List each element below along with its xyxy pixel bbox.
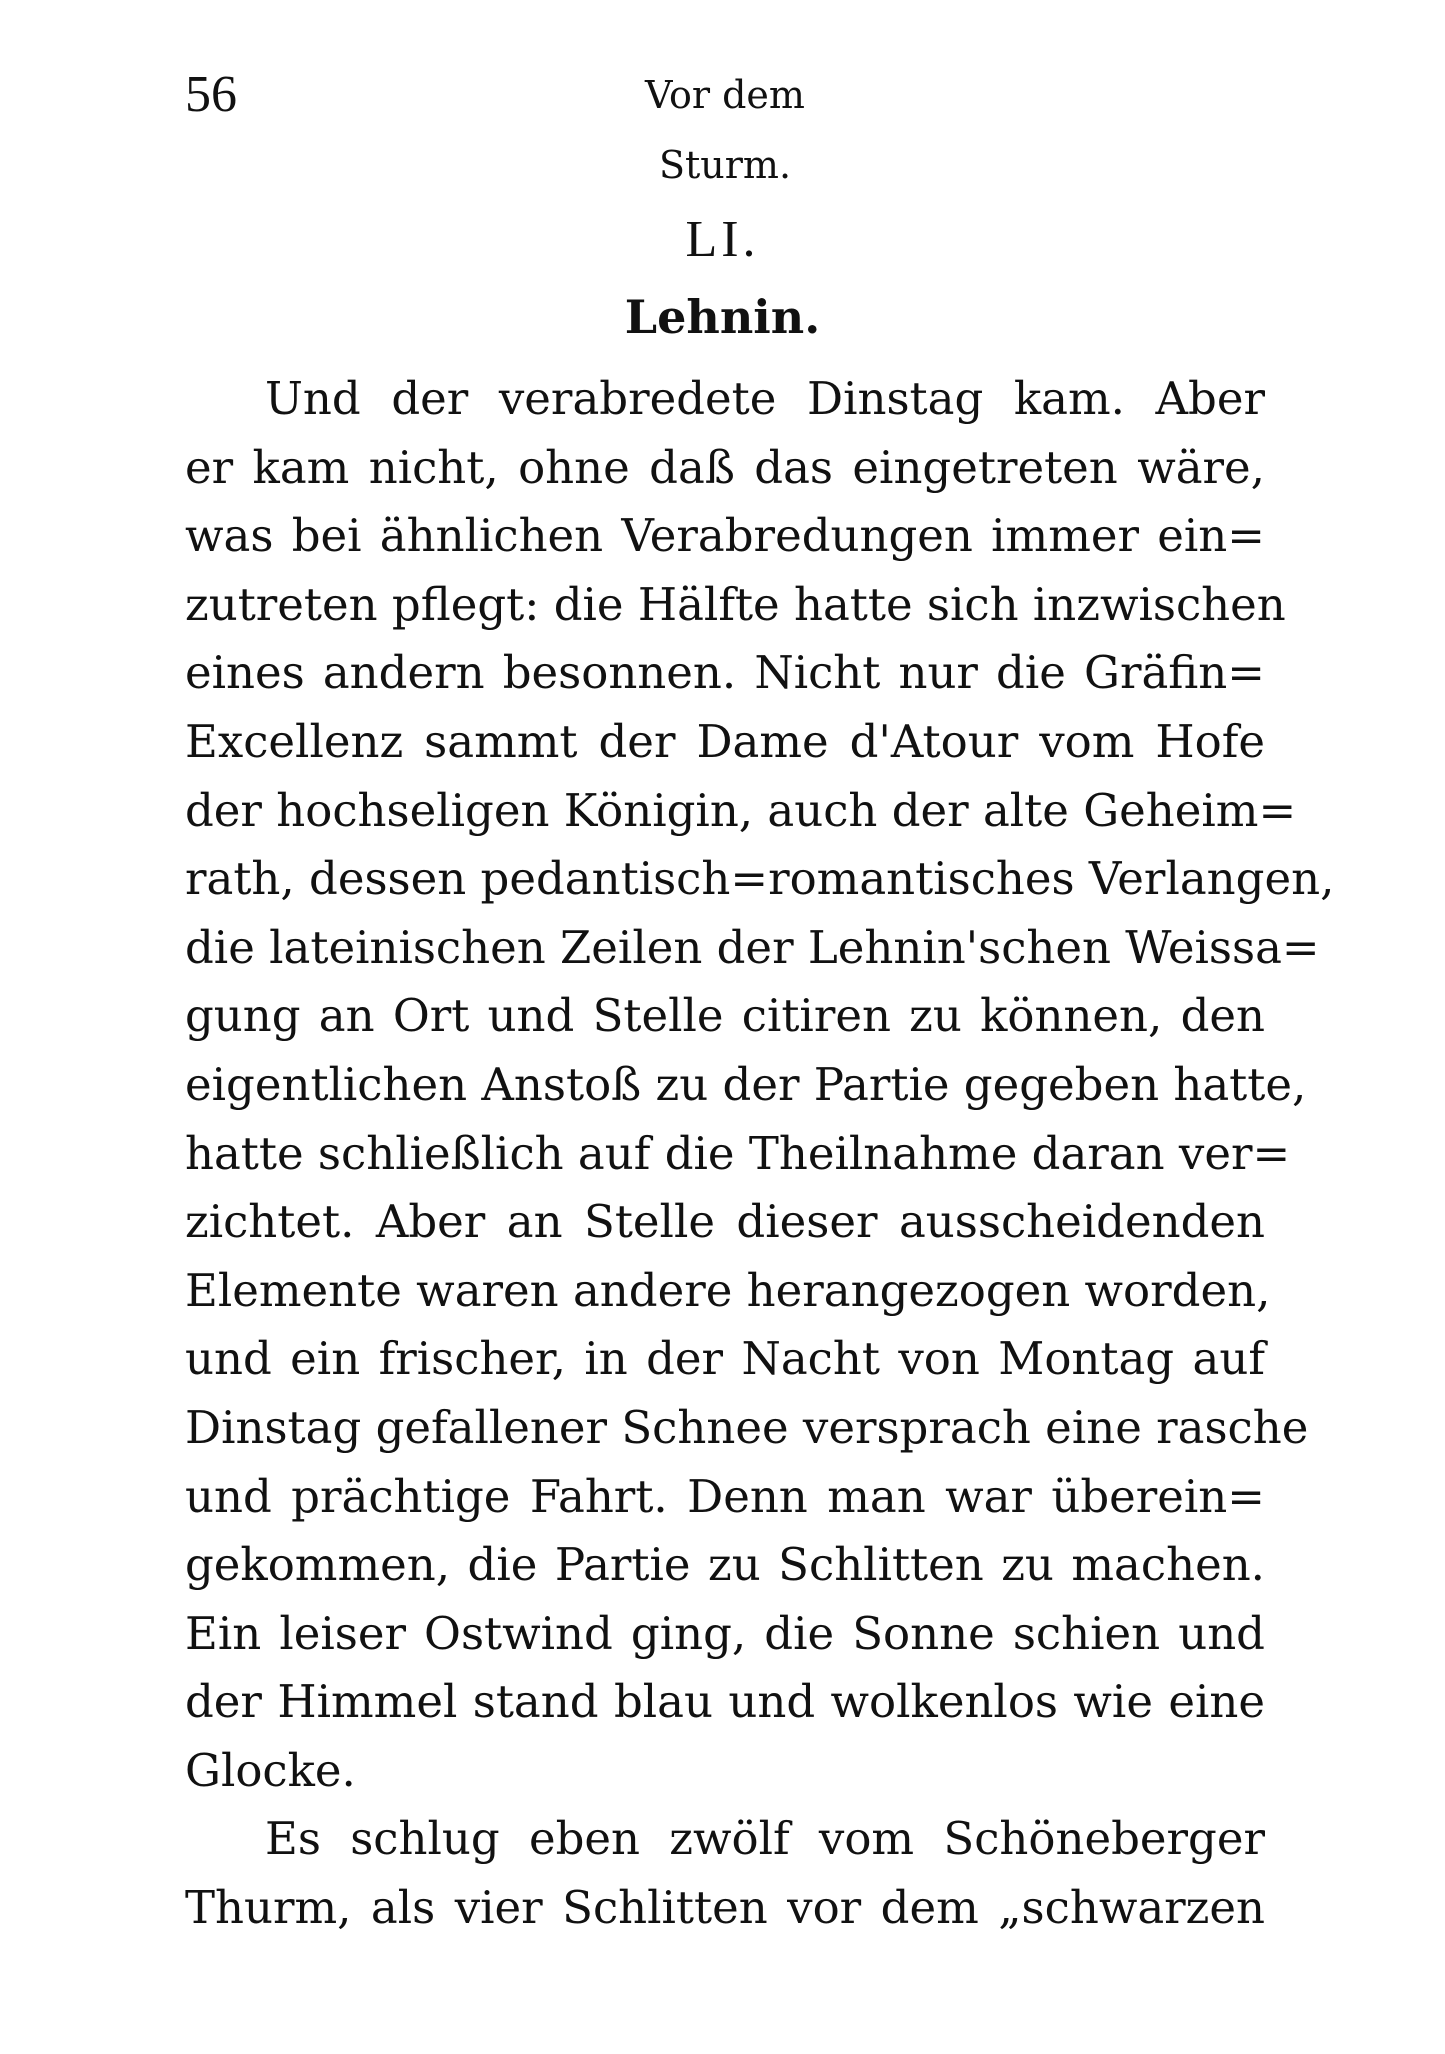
- text-line: Glocke.: [185, 1743, 356, 1797]
- text-line: er kam nicht, ohne daß das eingetreten wäre,: [185, 440, 1265, 494]
- text-line: Elemente waren andere herangezogen worden,: [185, 1263, 1271, 1317]
- text-line: Ein leiser Ostwind ging, die Sonne schien und: [185, 1606, 1265, 1660]
- text-line: der Himmel stand blau und wolkenlos wie eine: [185, 1675, 1265, 1729]
- text-line: gung an Ort und Stelle citiren zu können, den: [185, 989, 1265, 1043]
- text-line: zutreten pflegt: die Hälfte hatte sich inzwischen: [185, 577, 1286, 631]
- text-line: Thurm, als vier Schlitten vor dem „schwarzen: [185, 1881, 1265, 1935]
- text-line: rath, dessen pedantisch=romantisches Verlangen,: [185, 852, 1335, 906]
- chapter-number: LI.: [685, 211, 760, 268]
- text-line: und prächtige Fahrt. Denn man war überein=: [185, 1469, 1265, 1523]
- text-line: eines andern besonnen. Nicht nur die Gräfin=: [185, 646, 1265, 700]
- text-line: zichtet. Aber an Stelle dieser ausscheidenden: [185, 1195, 1265, 1249]
- text-line: Es schlug eben zwölf vom Schöneberger: [265, 1812, 1265, 1866]
- text-line: was bei ähnlichen Verabredungen immer ein=: [185, 509, 1265, 563]
- text-line: die lateinischen Zeilen der Lehnin'schen Weissa=: [185, 920, 1320, 974]
- page-number: 56: [185, 66, 237, 123]
- running-head: Vor dem Sturm.: [645, 73, 805, 187]
- body-text: [185, 365, 1335, 1943]
- text-line: Dinstag gefallener Schnee versprach eine rasche: [185, 1400, 1309, 1454]
- text-line: gekommen, die Partie zu Schlitten zu machen.: [185, 1538, 1265, 1592]
- page-header: [185, 60, 1265, 187]
- text-line: Excellenz sammt der Dame d'Atour vom Hofe: [185, 714, 1265, 768]
- text-line: eigentlichen Anstoß zu der Partie gegeben hatte,: [185, 1057, 1307, 1111]
- text-line: und ein frischer, in der Nacht von Montag auf: [185, 1332, 1265, 1386]
- chapter-title: Lehnin.: [624, 290, 821, 344]
- text-line: der hochseligen Königin, auch der alte Geheim=: [185, 783, 1297, 837]
- text-line: Und der verabredete Dinstag kam. Aber: [265, 372, 1265, 425]
- text-line: hatte schließlich auf die Theilnahme daran ver=: [185, 1126, 1291, 1180]
